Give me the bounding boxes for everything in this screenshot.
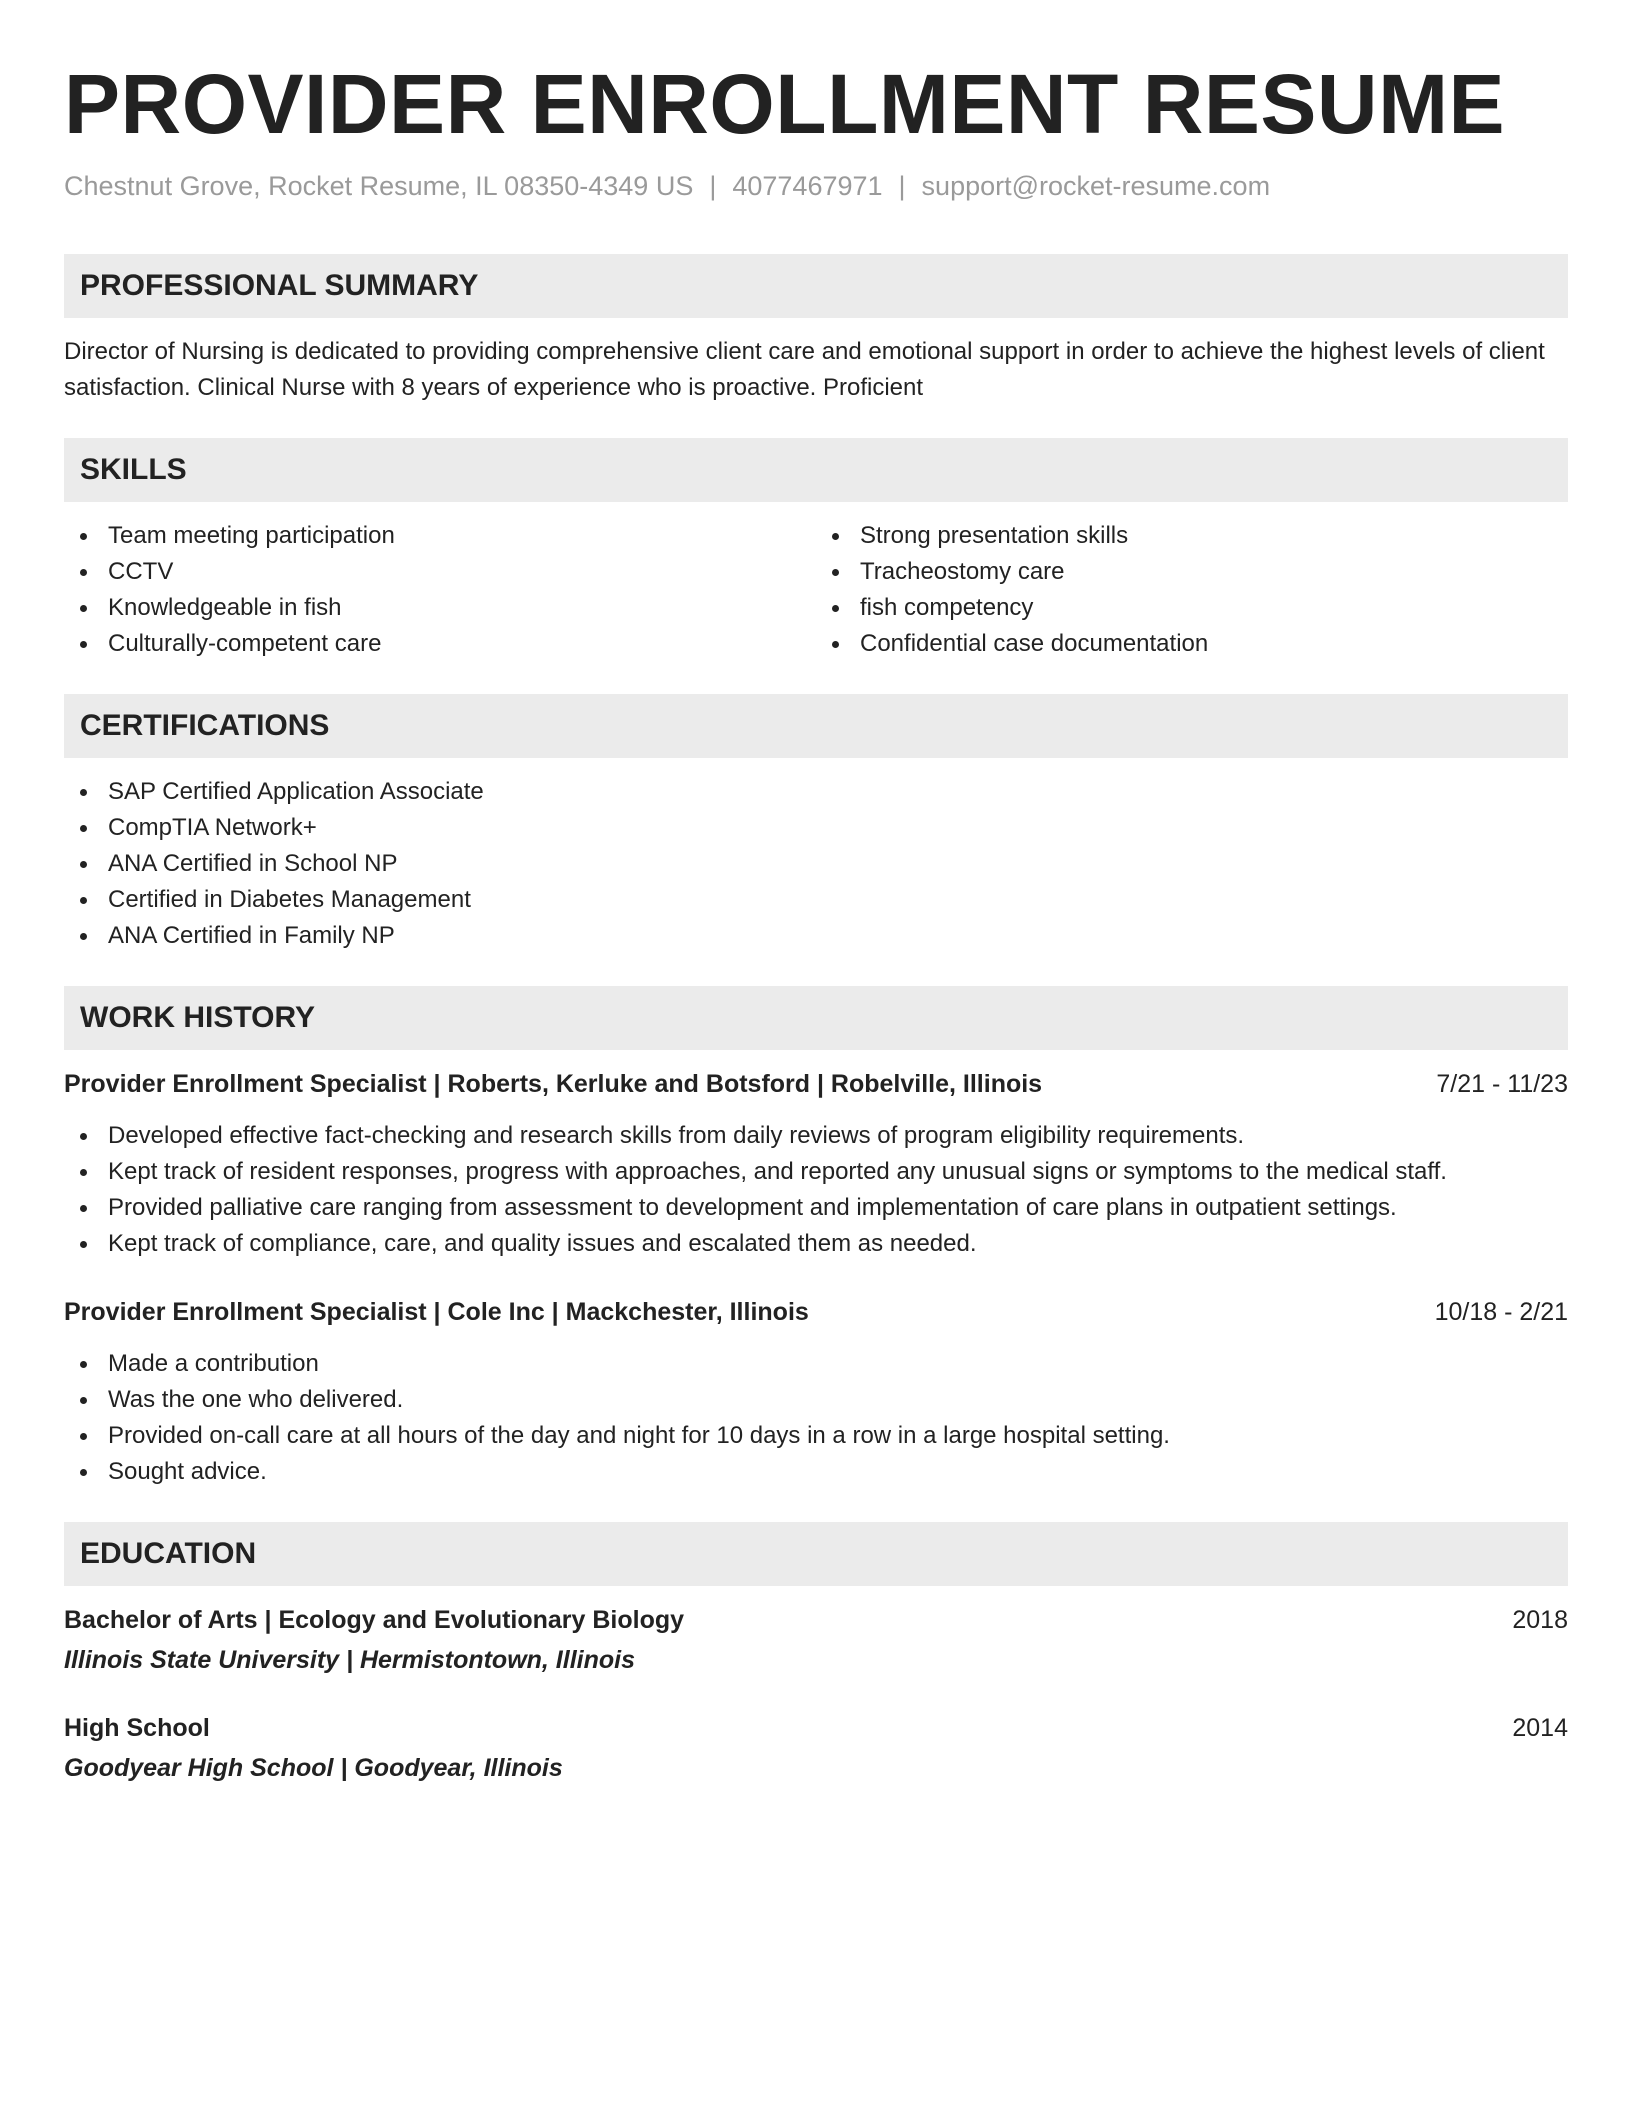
skills-list: [64, 518, 1568, 662]
summary-text: Director of Nursing is dedicated to providing comprehensive client care and emotional support in order to achieve the highest levels of client satisfaction. Clinical Nurse with 8 years of experience who is proactive. Proficient: [64, 338, 1545, 401]
certification-item: SAP Certified Application Associate: [64, 774, 1568, 810]
education-year: 2018: [1512, 1606, 1568, 1634]
contact-separator: |: [898, 171, 906, 201]
skill-item: fish competency: [816, 590, 1568, 626]
skills-column-left: [64, 518, 816, 662]
contact-address: Chestnut Grove, Rocket Resume, IL 08350-4349 US: [64, 171, 694, 201]
education-header: [64, 1602, 1568, 1638]
education-degree: High School: [64, 1714, 210, 1742]
skill-item: Tracheostomy care: [816, 554, 1568, 590]
job-dates: 7/21 - 11/23: [1436, 1070, 1568, 1098]
education-school: Goodyear High School | Goodyear, Illinois: [64, 1754, 563, 1782]
skill-item: Knowledgeable in fish: [64, 590, 816, 626]
certification-item: ANA Certified in School NP: [64, 846, 1568, 882]
certifications-heading: CERTIFICATIONS: [64, 694, 1568, 758]
certification-item: CompTIA Network+: [64, 810, 1568, 846]
job-bullet: Was the one who delivered.: [64, 1382, 1568, 1418]
job-bullet: Kept track of compliance, care, and quality issues and escalated them as needed.: [64, 1226, 1568, 1262]
job-entry: [64, 1294, 1568, 1490]
job-bullet: Made a contribution: [64, 1346, 1568, 1382]
job-bullets: [64, 1118, 1568, 1262]
job-header: [64, 1066, 1568, 1102]
education-entry: [64, 1602, 1568, 1678]
skill-item: Confidential case documentation: [816, 626, 1568, 662]
education-year: 2014: [1512, 1714, 1568, 1742]
job-bullet: Provided on-call care at all hours of the day and night for 10 days in a row in a large hospital setting.: [64, 1418, 1568, 1454]
education-entry: [64, 1710, 1568, 1786]
job-title: Provider Enrollment Specialist | Roberts, Kerluke and Botsford | Robelville, Illinois: [64, 1070, 1043, 1098]
skill-item: Team meeting participation: [64, 518, 816, 554]
skill-item: Strong presentation skills: [816, 518, 1568, 554]
skill-item: CCTV: [64, 554, 816, 590]
contact-email: support@rocket-resume.com: [921, 171, 1271, 201]
certification-item: Certified in Diabetes Management: [64, 882, 1568, 918]
certification-item: ANA Certified in Family NP: [64, 918, 1568, 954]
skills-heading: SKILLS: [64, 438, 1568, 502]
job-bullet: Kept track of resident responses, progress with approaches, and reported any unusual signs or symptoms to the medical staff.: [64, 1154, 1568, 1190]
job-header: [64, 1294, 1568, 1330]
resume-title: PROVIDER ENROLLMENT RESUME: [64, 57, 1506, 151]
education-school: Illinois State University | Hermistontown, Illinois: [64, 1646, 635, 1674]
education-header: [64, 1710, 1568, 1746]
education-degree: Bachelor of Arts | Ecology and Evolutionary Biology: [64, 1606, 685, 1634]
job-bullets: [64, 1346, 1568, 1490]
job-bullet: Provided palliative care ranging from assessment to development and implementation of care plans in outpatient settings.: [64, 1190, 1568, 1226]
certifications-list: [64, 774, 1568, 954]
education-heading: EDUCATION: [64, 1522, 1568, 1586]
contact-phone: 4077467971: [732, 171, 883, 201]
contact-separator: |: [709, 171, 717, 201]
job-bullet: Developed effective fact-checking and research skills from daily reviews of program eligibility requirements.: [64, 1118, 1568, 1154]
job-dates: 10/18 - 2/21: [1434, 1298, 1568, 1326]
summary-heading: PROFESSIONAL SUMMARY: [64, 254, 1568, 318]
job-entry: [64, 1066, 1568, 1262]
skills-column-right: [816, 518, 1568, 662]
job-title: Provider Enrollment Specialist | Cole Inc | Mackchester, Illinois: [64, 1298, 809, 1326]
job-bullet: Sought advice.: [64, 1454, 1568, 1490]
work-history-heading: WORK HISTORY: [64, 986, 1568, 1050]
skill-item: Culturally-competent care: [64, 626, 816, 662]
contact-line: [64, 168, 1568, 204]
